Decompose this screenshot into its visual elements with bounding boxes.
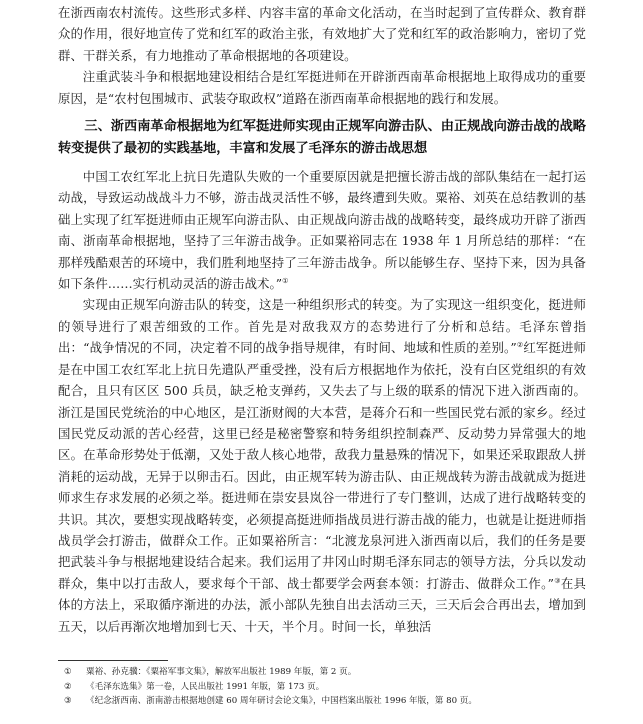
footnote-3-text: 《纪念浙西南、浙南游击根据地创建 60 周年研讨会论文集》，中国档案出版社 1996 年版，第 80 页。 <box>86 696 477 707</box>
footnotes <box>64 665 584 709</box>
footnote-ref-1[interactable]: ① <box>282 276 289 285</box>
footnote-3-number: ③ <box>64 696 72 707</box>
footnote-2-number: ② <box>64 681 72 692</box>
footnote-1 <box>64 665 584 680</box>
footnote-ref-2[interactable]: ② <box>516 341 524 350</box>
footnote-1-text: 粟裕、孙克骥：《粟裕军事文集》，解放军出版社 1989 年版，第 2 页。 <box>86 667 357 677</box>
paragraph-1: 在浙西南农村流传。这些形式多样、内容丰富的革命文化活动，在当时起到了宣传群众、教育群众的作用，很好地宣传了党和红军的政治主张，有效地扩大了党和红军的政治影响力，密切了党群、干群关系，有力地推动了革命根据地的各项建设。 <box>58 5 586 63</box>
footnote-3 <box>64 694 584 709</box>
paragraph-4-part-c: 在具体的方法上，采取循序渐进的办法，派小部队先独自出去活动三天，三天后会合再出去，增加到五天，以后再渐次地增加到七天、十天，半个月。时间一长，单独活 <box>58 575 586 634</box>
paragraph-3-text: 中国工农红军北上抗日先遣队失败的一个重要原因就是把擅长游击战的部队集结在一起打运动战，导致运动战战斗力不够，游击战灵活性不够，最终遭到失败。粟裕、刘英在总结教训的基础上实现了红军挺进师由正规军向游击队、由正规战向游击战的战略转变，最终成功开辟了浙西南、浙南革命根据地，坚持了三年游击战争。正如粟裕同志在 1938 年 1 月所总结的那样：“在那样残酷艰苦的环境中，我们胜利地坚持了三年游击战争。所以能够生存、坚持下来，因为具备如下条件……实行机动灵活的游击战术。” <box>58 169 586 292</box>
section-heading: 三、浙西南革命根据地为红军挺进师实现由正规军向游击队、由正规战向游击战的战略转变提供了最初的实践基地，丰富和发展了毛泽东的游击战思想 <box>58 119 586 157</box>
paragraph-3 <box>58 166 586 294</box>
footnote-1-number: ① <box>64 667 72 677</box>
paragraph-4-part-b: 红军挺进师是在中国工农红军北上抗日先遣队严重受挫，没有后方根据地作为依托，没有白区党组织的有效配合，且只有区区 500 兵员，缺乏枪支弹药，又失去了与上级的联系的情况下进入浙西南的。浙江是国民党统治的中心地区，是江浙财阀的大本营，是蒋介石和一些国民党右派的家乡。经过国民党反动派的苦心经营，这里已经是秘密警察和特务组织控制森严、反动势力异常强大的地区。在革命形势处于低潮，又处于敌人核心地带，敌我力量悬殊的情况下，如果还采取跟敌人拼消耗的运动战，无异于以卵击石。因此，由正规军转为游击队、由正规战转为游击战就成为挺进师求生存求发展的必须之举。挺进师在崇安县岚谷一带进行了专门整训，达成了进行战略转变的共识。其次，要想实现战略转变，必须提高挺进师指战员进行游击战的能力，也就是让挺进师指战员学会打游击，做群众工作。正如粟裕所言：“北渡龙泉河进入浙西南以后，我们的任务是要把武装斗争与根据地建设结合起来。我们运用了井冈山时期毛泽东同志的领导方法，分兵以发动群众，集中以打击敌人，要求每个干部、战士都要学会两套本领：打游击、做群众工作。” <box>58 340 586 591</box>
paragraph-2: 注重武装斗争和根据地建设相结合是红军挺进师在开辟浙西南革命根据地上取得成功的重要原因，是“农村包围城市、武装夺取政权”道路在浙西南革命根据地的践行和发展。 <box>58 69 586 106</box>
document-body <box>58 2 586 637</box>
footnote-ref-3[interactable]: ③ <box>553 576 561 585</box>
paragraph-4 <box>58 294 586 637</box>
paragraph-4-part-a: 实现由正规军向游击队的转变，这是一种组织形式的转变。为了实现这一组织变化，挺进师的领导进行了艰苦细致的工作。首先是对敌我双方的态势进行了分析和总结。毛泽东曾指出：“战争情况的不同，决定着不同的战争指导规律，有时间、地域和性质的差别。” <box>58 297 586 356</box>
footnote-2 <box>64 680 584 695</box>
footnote-divider <box>58 660 168 661</box>
footnote-2-text: 《毛泽东选集》第一卷，人民出版社 1991 年版，第 173 页。 <box>86 681 325 692</box>
